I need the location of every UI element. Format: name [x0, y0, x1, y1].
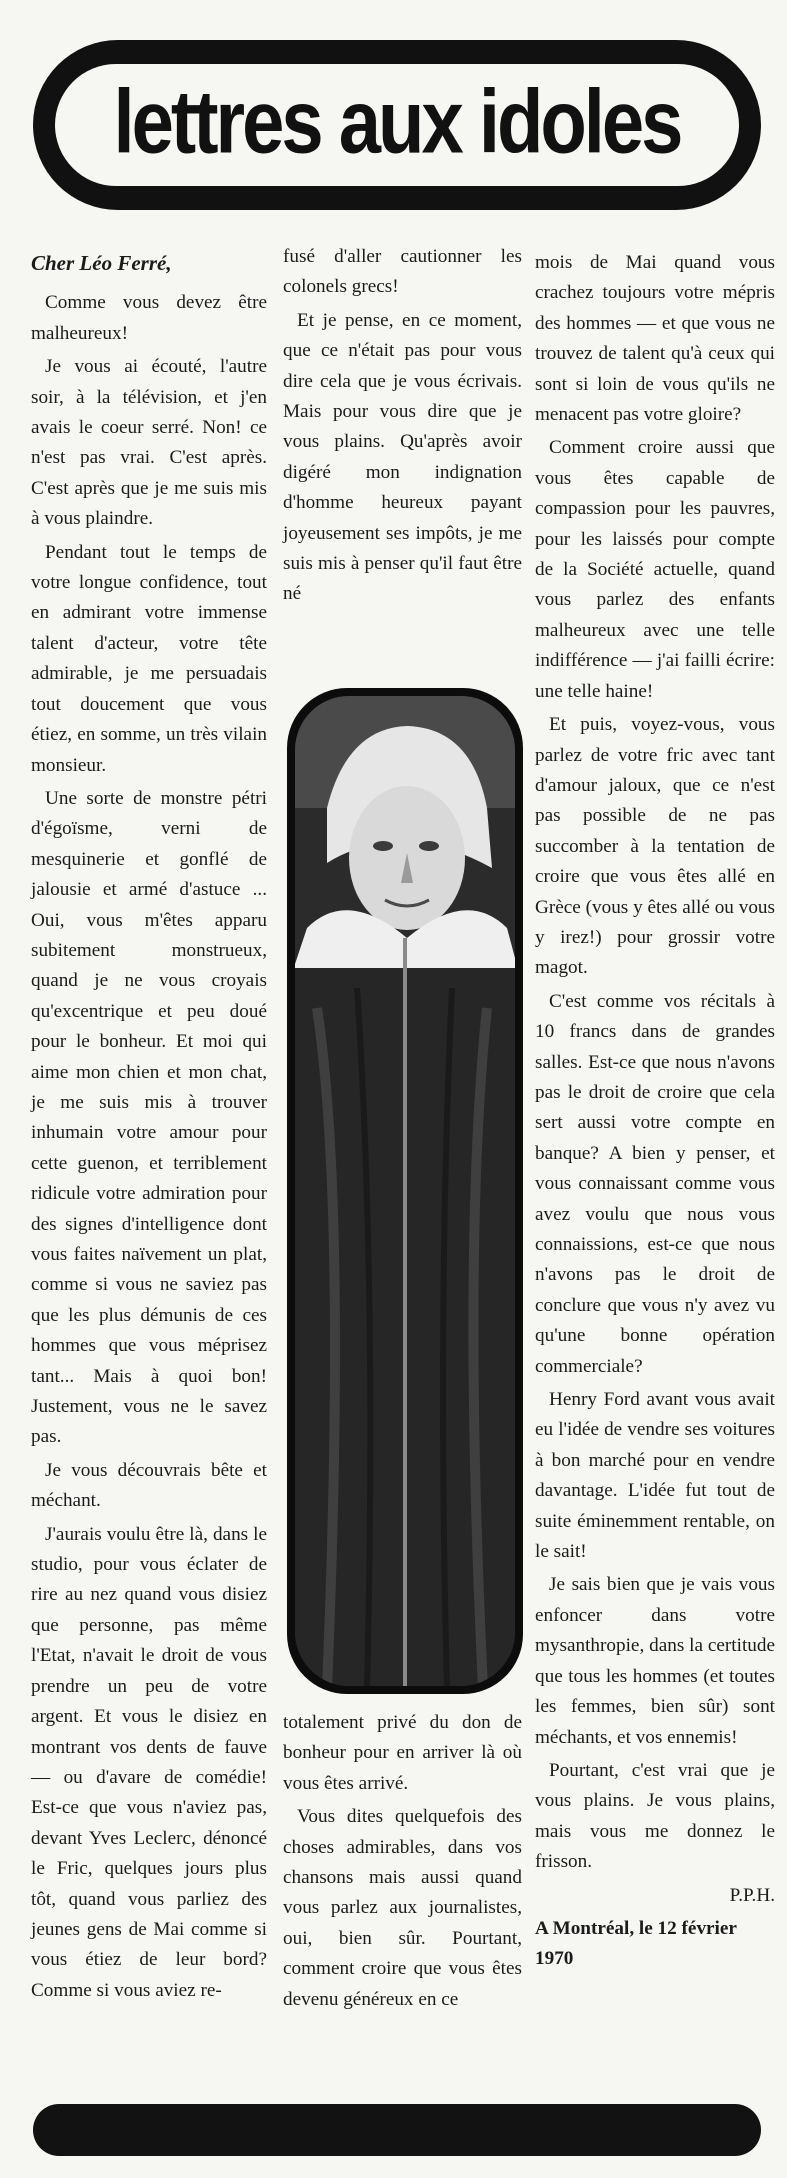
column-middle-top	[283, 242, 522, 613]
paragraph: Et je pense, en ce moment, que ce n'était pas pour vous dire cela que je vous écrivais. Mais pour vous dire que je vous plains. Qu'après avoir digéré mon indignation d'homme heureux payant joyeusement ses impôts, je me suis mis à penser qu'il faut être né	[283, 309, 522, 605]
portrait-photo-icon	[287, 688, 523, 1694]
paragraph: Et puis, voyez-vous, vous parlez de votre fric avec tant d'amour jaloux, que ce n'est pas possible de ne pas succomber à la tentation de croire que vous êtes allé en Grèce (vous y êtes allé ou vous y irez!) pour grossir votre magot.	[535, 714, 775, 979]
header-banner	[33, 40, 761, 210]
column-middle-bottom	[283, 1708, 522, 2018]
place-date: A Montréal, le 12 février 1970	[535, 1917, 737, 1970]
paragraph: Comment croire aussi que vous êtes capable de compassion pour les pauvres, pour les laissés pour compte de la Société actuelle, quand vous parlez des enfants malheureux avec une telle indifférence — j'ai failli écrire: une telle haine!	[535, 437, 775, 702]
page-title: lettres aux idoles	[113, 71, 681, 173]
paragraph: C'est comme vos récitals à 10 francs dans de grandes salles. Est-ce que nous n'avons pas le droit de croire que cela sert aussi votre compte en banque? A bien y penser, et vous connaissant comme vous avez voulu que nous vous connaissions, est-ce que nous n'avons pas le droit de conclure que vous n'y avez vu qu'une bonne opération commerciale?	[535, 990, 775, 1377]
paragraph: Pendant tout le temps de votre longue confidence, tout en admirant votre immense talent d'acteur, votre tête admirable, je me persuadais tout doucement que vous étiez, en somme, un très vilain monsieur.	[31, 541, 267, 776]
paragraph: Je sais bien que je vais vous enfoncer dans votre mysanthropie, dans la certitude que tous les hommes (et toutes les femmes, bien sûr) sont méchants, et vos ennemis!	[535, 1574, 775, 1748]
paragraph: J'aurais voulu être là, dans le studio, pour vous éclater de rire au nez quand vous disiez que personne, pas même l'Etat, n'avait le droit de vous prendre un peu de votre argent. Et vous le disiez en montrant vos dents de fauve — ou d'avare de comédie! Est-ce que vous n'aviez pas, devant Yves Leclerc, dénoncé le Fric, quelques jours plus tôt, quand vous parliez des jeunes gens de Mai comme si vous étiez de leur bord? Comme si vous aviez re-	[31, 1523, 267, 2001]
portrait-photo	[287, 688, 523, 1694]
column-right	[535, 248, 775, 1978]
paragraph: Je vous découvrais bête et méchant.	[31, 1459, 267, 1512]
paragraph: totalement privé du don de bonheur pour en arriver là où vous êtes arrivé.	[283, 1712, 522, 1794]
paragraph: Une sorte de monstre pétri d'égoïsme, verni de mesquinerie et gonflé de jalousie et armé d'astuce ... Oui, vous m'êtes apparu subitement monstrueux, quand je ne vous croyais qu'excentrique et peu doué pour le bonheur. Et moi qui aime mon chien et mon chat, je me suis mis à trouver inhumain votre amour pour cette guenon, et terriblement ridicule votre admiration pour des signes d'intelligence dont vous faites naïvement un plat, comme si vous ne saviez pas que les plus démunis de ces hommes que vous méprisez tant... Mais à quoi bon! Justement, vous ne le savez pas.	[31, 787, 267, 1448]
paragraph: fusé d'aller cautionner les colonels grecs!	[283, 246, 522, 298]
header-banner-inner	[55, 64, 739, 186]
paragraph: mois de Mai quand vous crachez toujours votre mépris des hommes — et que vous ne trouvez de talent qu'à ceux qui sont si loin de vous qu'ils ne menacent pas votre gloire?	[535, 252, 775, 426]
greeting: Cher Léo Ferré,	[31, 251, 172, 275]
column-left	[31, 248, 267, 2009]
paragraph: Je vous ai écouté, l'autre soir, à la télévision, et j'en avais le coeur serré. Non! ce n'est pas vrai. C'est après. C'est après que je me suis mis à vous plaindre.	[31, 356, 267, 530]
paragraph: Pourtant, c'est vrai que je vous plains. Je vous plains, mais vous me donnez le frisson.	[535, 1759, 775, 1873]
footer-bar	[33, 2104, 761, 2156]
paragraph: Comme vous devez être malheureux!	[31, 292, 267, 344]
signature: P.P.H.	[729, 1884, 775, 1906]
paragraph: Vous dites quelquefois des choses admirables, dans vos chansons mais aussi quand vous parlez aux journalistes, oui, bien sûr. Pourtant, comment croire que vous êtes devenu généreux en ce	[283, 1806, 522, 2010]
paragraph: Henry Ford avant vous avait eu l'idée de vendre ses voitures à bon marché pour en vendre davantage. L'idée fut tout de suite éminemment rentable, on le sait!	[535, 1389, 775, 1563]
